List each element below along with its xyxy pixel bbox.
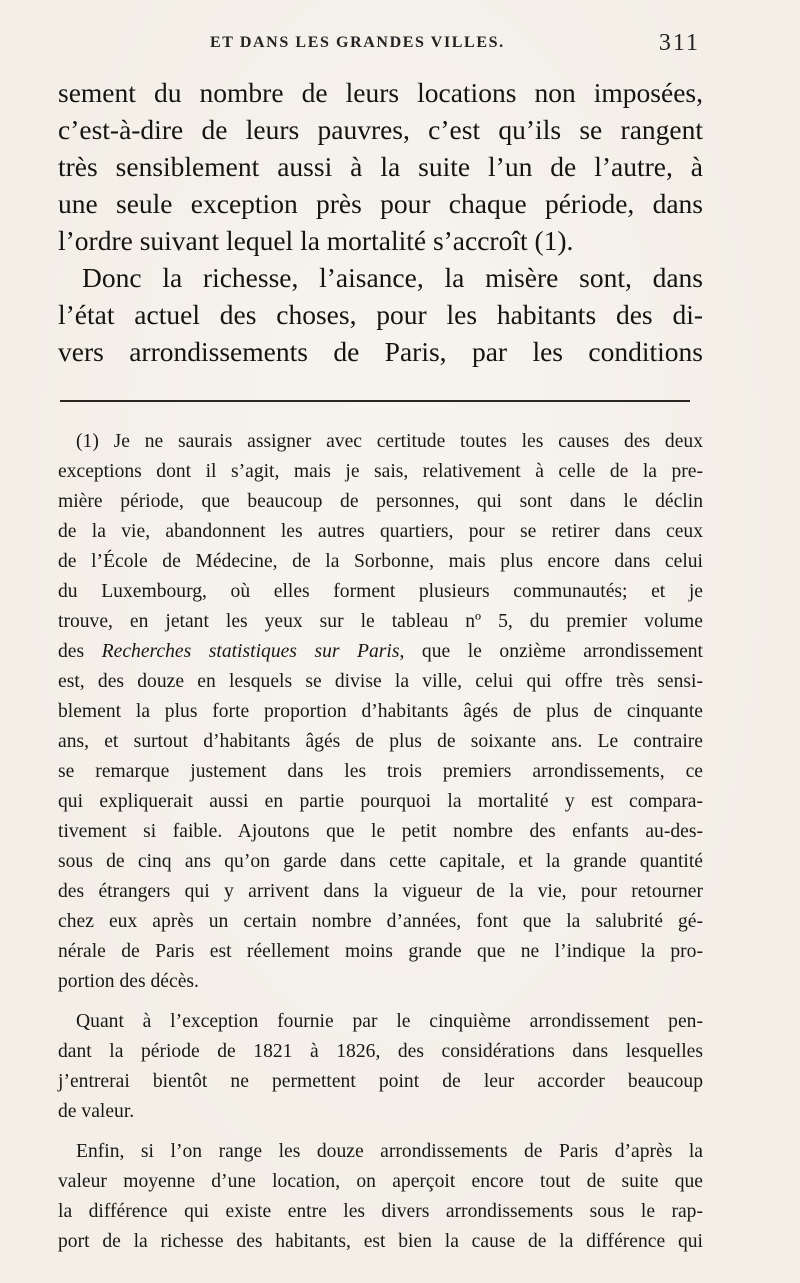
footnote-line: (1) Je ne saurais assigner avec certitude toutes les causes des deux [76, 431, 703, 452]
footnote-line: Enfin, si l’on range les douze arrondissements de Paris d’après la [76, 1141, 703, 1162]
footnote-line-with-title [58, 637, 703, 667]
footnote-line: des étrangers qui y arrivent dans la vigueur de la vie, pour retourner [58, 881, 703, 902]
footnote-line: ans, et surtout d’habitants âgés de plus de soixante ans. Le contraire [58, 731, 703, 752]
footnote-line: Quant à l’exception fournie par le cinquième arrondissement pen- [76, 1011, 703, 1032]
footnote-line: la différence qui existe entre les divers arrondissements sous le rap- [58, 1201, 703, 1222]
footnote-line: qui expliquerait aussi en partie pourquoi la mortalité y est compara- [58, 791, 703, 812]
footnote-separator [60, 400, 690, 402]
footnote-line: de la vie, abandonnent les autres quartiers, pour se retirer dans ceux [58, 521, 703, 542]
text-line: une seule exception près pour chaque période, dans [58, 188, 703, 219]
footnote-line: valeur moyenne d’une location, on aperçoit encore tout de suite que [58, 1171, 703, 1192]
footnote [58, 427, 703, 1257]
footnote-line: se remarque justement dans les trois premiers arrondissements, ce [58, 761, 703, 782]
text-line: sement du nombre de leurs locations non imposées, [58, 77, 703, 108]
text-line: c’est-à-dire de leurs pauvres, c’est qu’ils se rangent [58, 114, 703, 145]
footnote-line: dant la période de 1821 à 1826, des considérations dans lesquelles [58, 1041, 703, 1062]
footnote-line: trouve, en jetant les yeux sur le tableau nº 5, du premier volume [58, 611, 703, 632]
text-line: l’ordre suivant lequel la mortalité s’accroît (1). [58, 225, 574, 256]
paragraph-gap [58, 997, 703, 1007]
footnote-line: tivement si faible. Ajoutons que le petit nombre des enfants au-des- [58, 821, 703, 842]
page-number: 311 [658, 30, 700, 56]
book-title: Recherches statistiques sur Paris [101, 641, 400, 662]
footnote-text-fragment: , que le onzième arrondissement [399, 641, 704, 662]
footnote-line: chez eux après un certain nombre d’années, font que la salubrité gé- [58, 911, 703, 932]
footnote-line: de l’École de Médecine, de la Sorbonne, mais plus encore dans celui [58, 551, 703, 572]
text-line: vers arrondissements de Paris, par les conditions [58, 336, 703, 367]
footnote-line: portion des décès. [58, 971, 199, 992]
text-line: Donc la richesse, l’aisance, la misère sont, dans [82, 262, 703, 293]
footnote-text-fragment: des [58, 641, 85, 662]
footnote-line: mière période, que beaucoup de personnes, qui sont dans le déclin [58, 491, 703, 512]
footnote-line: blement la plus forte proportion d’habitants âgés de plus de cinquante [58, 701, 703, 722]
text-line: très sensiblement aussi à la suite l’un de l’autre, à [58, 151, 703, 182]
running-head: ET DANS LES GRANDES VILLES. [210, 34, 505, 51]
footnote-line: exceptions dont il s’agit, mais je sais, relativement à celle de la pre- [58, 461, 703, 482]
footnote-line: port de la richesse des habitants, est bien la cause de la différence qui [58, 1231, 703, 1252]
footnote-line: j’entrerai bientôt ne permettent point de leur accorder beaucoup [58, 1071, 703, 1092]
paragraph-gap [58, 1127, 703, 1137]
footnote-line: nérale de Paris est réellement moins grande que ne l’indique la pro- [58, 941, 703, 962]
main-text [58, 74, 703, 370]
footnote-line: du Luxembourg, où elles forment plusieurs communautés; et je [58, 581, 703, 602]
page-header [60, 30, 700, 60]
footnote-line: est, des douze en lesquels se divise la ville, celui qui offre très sensi- [58, 671, 703, 692]
footnote-line: de valeur. [58, 1101, 135, 1122]
footnote-line: sous de cinq ans qu’on garde dans cette capitale, et la grande quantité [58, 851, 703, 872]
text-line: l’état actuel des choses, pour les habitants des di- [58, 299, 703, 330]
